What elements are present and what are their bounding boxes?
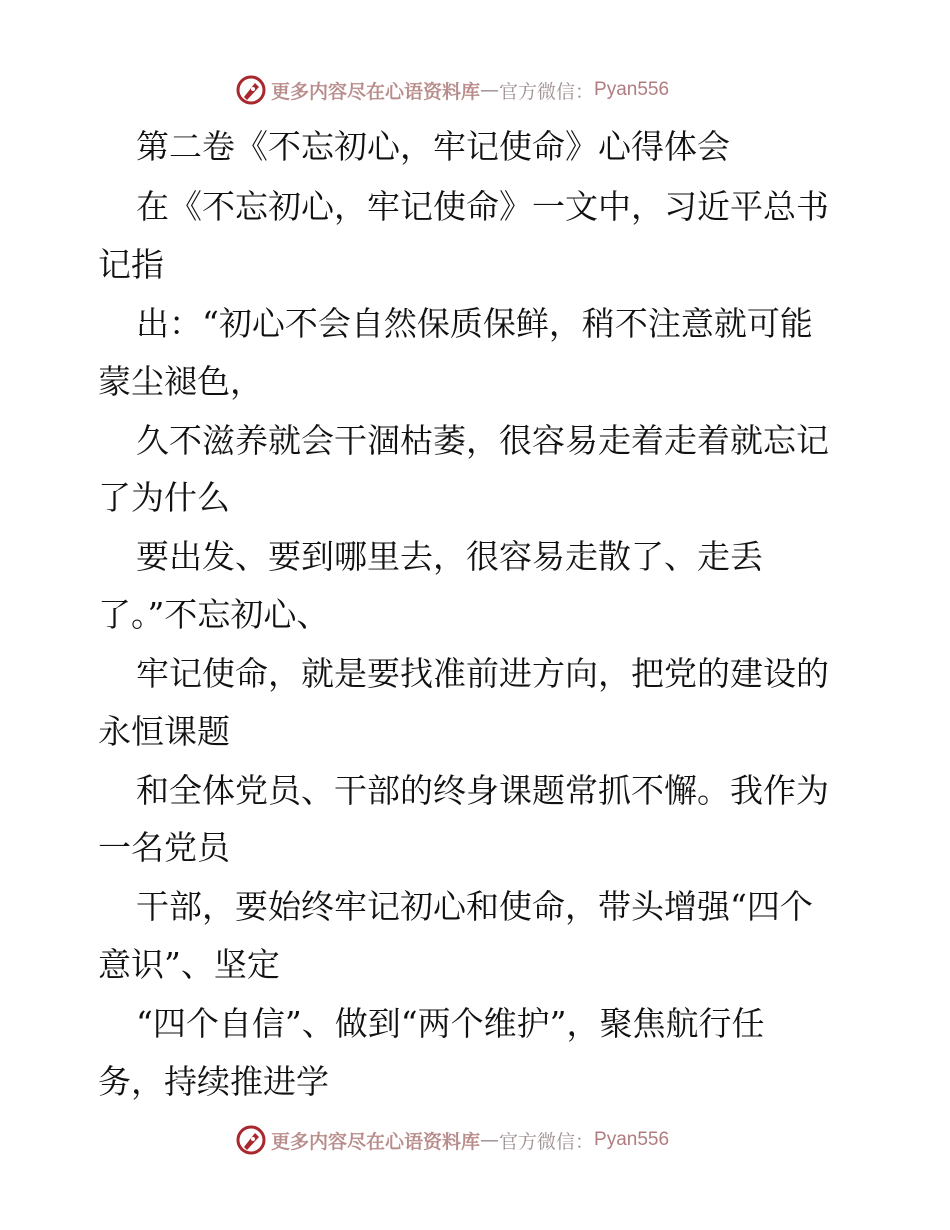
watermark-footer (235, 1123, 669, 1157)
paragraph-line: 久不滋养就会干涸枯萎，很容易走着走着就忘记 (136, 421, 829, 460)
watermark-label: 官方微信： (499, 80, 595, 103)
paragraph-line: 一名党员 (98, 828, 230, 867)
paragraph-line: “四个自信”、做到“两个维护”，聚焦航行任 (136, 1004, 765, 1043)
paragraph-line: 了为什么 (98, 478, 230, 517)
paragraph-line: 务，持续推进学 (98, 1062, 329, 1101)
document-title: 第二卷《不忘初心，牢记使命》心得体会 (136, 127, 730, 166)
watermark-main-text: 更多内容尽在心语资料库 (271, 1130, 481, 1153)
paragraph-line: 出：“初心不会自然保质保鲜，稍不注意就可能 (136, 304, 813, 343)
paragraph-line: 蒙尘褪色， (98, 362, 263, 401)
paragraph-line: 意识”、坚定 (98, 945, 280, 984)
watermark-handle: Pyan556 (594, 1129, 670, 1150)
paragraph-line: 干部，要始终牢记初心和使命，带头增强“四个 (136, 887, 813, 926)
paragraph-line: 牢记使命，就是要找准前进方向，把党的建设的 (136, 654, 829, 693)
watermark-main-text: 更多内容尽在心语资料库 (271, 80, 481, 103)
watermark-separator: — (480, 79, 500, 101)
paragraph-line: 要出发、要到哪里去，很容易走散了、走丢 (136, 537, 763, 576)
watermark-handle: Pyan556 (594, 79, 670, 100)
paragraph-line: 了。”不忘初心、 (98, 595, 330, 634)
watermark-separator: — (480, 1129, 500, 1151)
pen-nib-circle-icon (235, 1124, 267, 1156)
paragraph-line: 记指 (98, 245, 164, 284)
paragraph-line: 和全体党员、干部的终身课题常抓不懈。我作为 (136, 771, 829, 810)
watermark-label: 官方微信： (499, 1130, 595, 1153)
paragraph-line: 在《不忘初心，牢记使命》一文中，习近平总书 (136, 187, 829, 226)
paragraph-line: 永恒课题 (98, 712, 230, 751)
